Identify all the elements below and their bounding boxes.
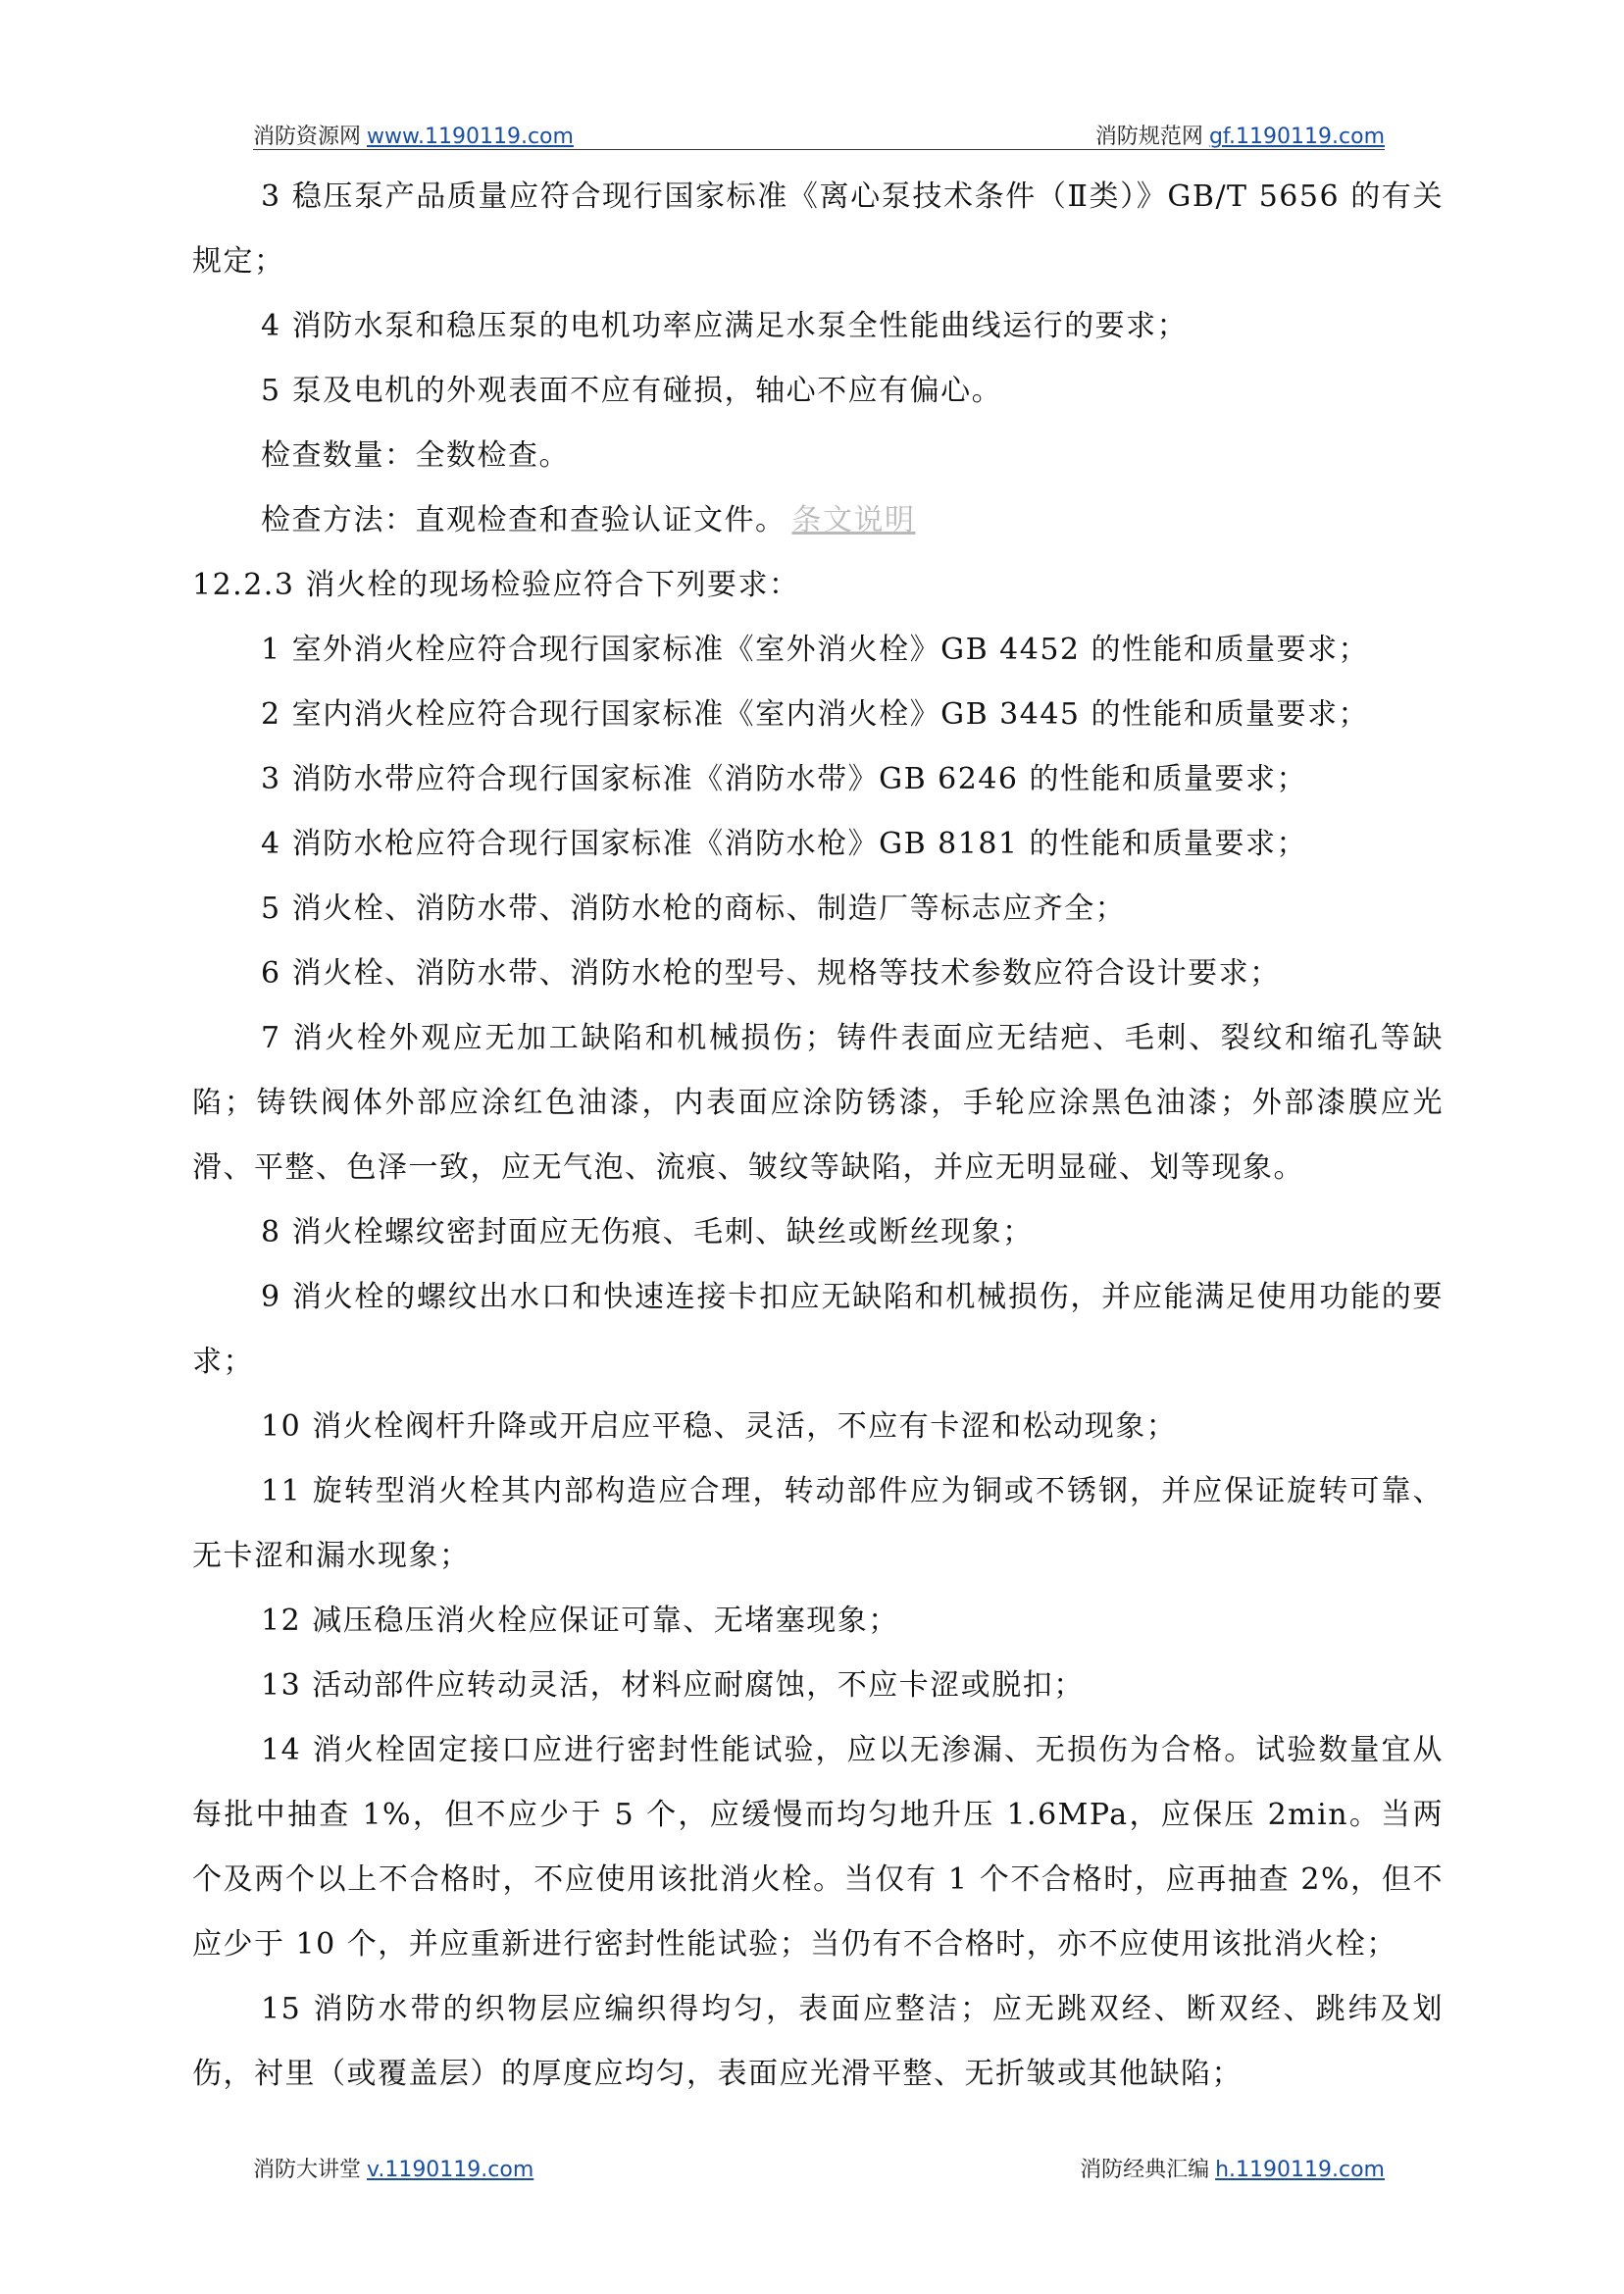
- paragraph: 3 稳压泵产品质量应符合现行国家标准《离心泵技术条件（Ⅱ类）》GB/T 5656 的有关规定；: [192, 179, 1444, 279]
- clause-explanation-link[interactable]: 条文说明: [791, 503, 916, 537]
- paragraph: 1 室外消火栓应符合现行国家标准《室外消火栓》GB 4452 的性能和质量要求；: [261, 633, 1370, 667]
- header-right-link[interactable]: gf.1190119.com: [1208, 125, 1385, 149]
- paragraph: 12 减压稳压消火栓应保证可靠、无堵塞现象；: [261, 1604, 899, 1638]
- paragraph: 6 消火栓、消防水带、消防水枪的型号、规格等技术参数应符合设计要求；: [261, 956, 1281, 991]
- paragraph: 10 消火栓阀杆升降或开启应平稳、灵活，不应有卡涩和松动现象；: [261, 1409, 1178, 1444]
- paragraph: 4 消防水枪应符合现行国家标准《消防水枪》GB 8181 的性能和质量要求；: [261, 827, 1308, 861]
- footer-right-name: 消防经典汇编: [1080, 2158, 1210, 2182]
- document-body: [192, 165, 1444, 2107]
- paragraph: 检查数量：全数检查。: [261, 438, 570, 473]
- header-left-link[interactable]: www.1190119.com: [367, 125, 574, 149]
- page-header: [253, 120, 1385, 150]
- footer-left-link[interactable]: v.1190119.com: [367, 2158, 534, 2182]
- paragraph: 13 活动部件应转动灵活，材料应耐腐蚀，不应卡涩或脱扣；: [261, 1668, 1085, 1703]
- paragraph: 8 消火栓螺纹密封面应无伤痕、毛刺、缺丝或断丝现象；: [261, 1215, 1034, 1249]
- inspection-method-text: 检查方法：直观检查和查验认证文件。: [261, 503, 787, 537]
- paragraph: 9 消火栓的螺纹出水口和快速连接卡扣应无缺陷和机械损伤，并应能满足使用功能的要求；: [192, 1280, 1444, 1379]
- header-left-name: 消防资源网: [253, 125, 362, 149]
- paragraph: 7 消火栓外观应无加工缺陷和机械损伤；铸件表面应无结疤、毛刺、裂纹和缩孔等缺陷；铸铁阀体外部应涂红色油漆，内表面应涂防锈漆，手轮应涂黑色油漆；外部漆膜应光滑、平整、色泽一致，应无气泡、流痕、皱纹等缺陷，并应无明显碰、划等现象。: [192, 1021, 1444, 1185]
- footer-left-name: 消防大讲堂: [253, 2158, 362, 2182]
- paragraph: 4 消防水泵和稳压泵的电机功率应满足水泵全性能曲线运行的要求；: [261, 309, 1189, 343]
- paragraph: 14 消火栓固定接口应进行密封性能试验，应以无渗漏、无损伤为合格。试验数量宜从每批中抽查 1%，但不应少于 5 个，应缓慢而均匀地升压 1.6MPa，应保压 2min。当两个及两个以上不合格时，不应使用该批消火栓。当仅有 1 个不合格时，应再抽查 2%，但不应少于 10 个，并应重新进行密封性能试验；当仍有不合格时，亦不应使用该批消火栓；: [192, 1733, 1444, 1962]
- paragraph: 3 消防水带应符合现行国家标准《消防水带》GB 6246 的性能和质量要求；: [261, 762, 1308, 796]
- page-footer: [253, 2153, 1385, 2182]
- footer-left: [253, 2153, 533, 2183]
- header-left: [253, 120, 574, 150]
- paragraph: 11 旋转型消火栓其内部构造应合理，转动部件应为铜或不锈钢，并应保证旋转可靠、无卡涩和漏水现象；: [192, 1474, 1444, 1573]
- paragraph: 2 室内消火栓应符合现行国家标准《室内消火栓》GB 3445 的性能和质量要求；: [261, 697, 1370, 732]
- footer-right: [1080, 2153, 1385, 2183]
- paragraph: [192, 488, 1444, 553]
- header-right: [1095, 120, 1385, 150]
- section-heading: 12.2.3 消火栓的现场检验应符合下列要求：: [192, 568, 800, 602]
- paragraph: 15 消防水带的织物层应编织得均匀，表面应整洁；应无跳双经、断双经、跳纬及划伤，衬里（或覆盖层）的厚度应均匀，表面应光滑平整、无折皱或其他缺陷；: [192, 1992, 1444, 2091]
- paragraph: 5 泵及电机的外观表面不应有碰损，轴心不应有偏心。: [261, 374, 1003, 408]
- footer-right-link[interactable]: h.1190119.com: [1215, 2158, 1385, 2182]
- paragraph: 5 消火栓、消防水带、消防水枪的商标、制造厂等标志应齐全；: [261, 892, 1127, 926]
- header-right-name: 消防规范网: [1094, 125, 1203, 149]
